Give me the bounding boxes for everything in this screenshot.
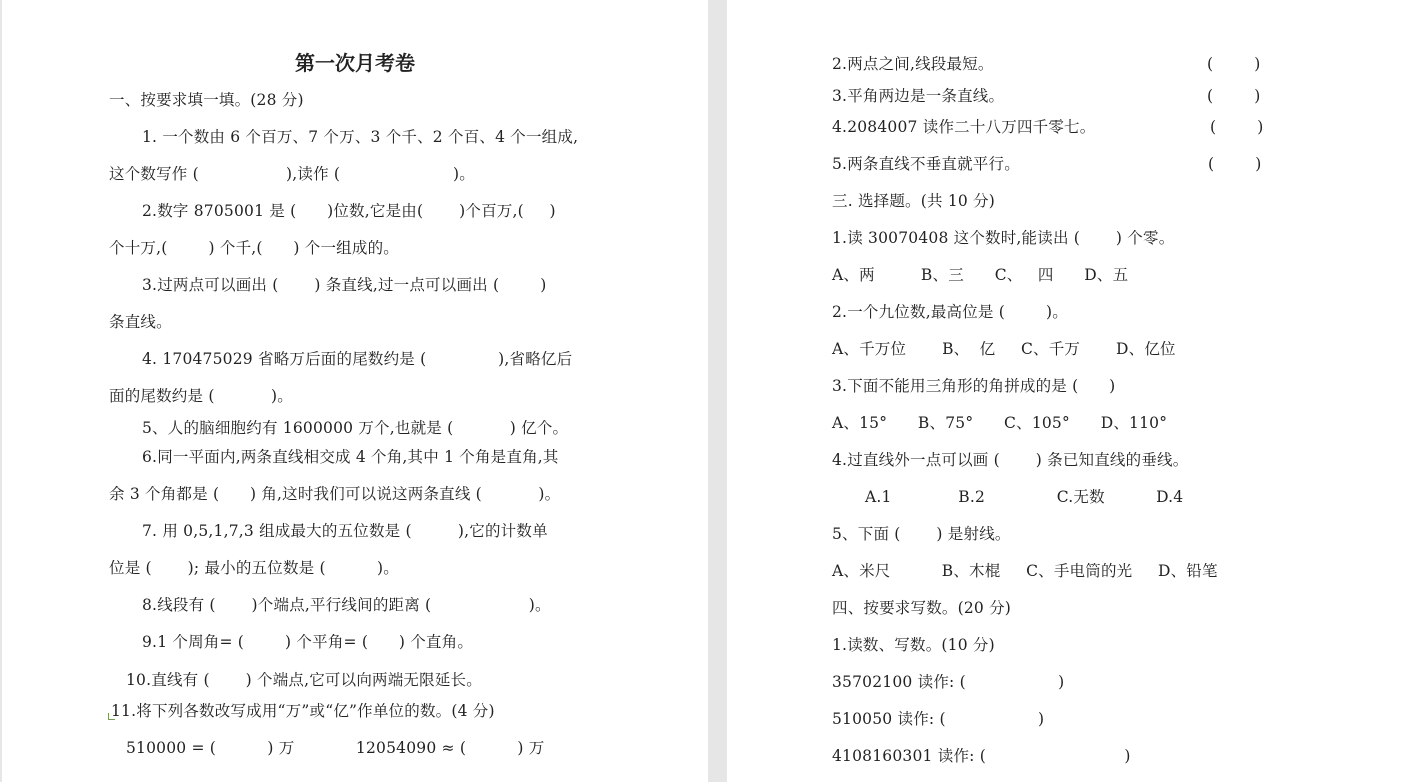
question-line: 个十万,( ) 个千,( ) 个一组成的。 — [109, 239, 399, 257]
question-line: 2.一个九位数,最高位是 ( )。 — [832, 303, 1068, 321]
question-line: 10.直线有 ( ) 个端点,它可以向两端无限延长。 — [126, 671, 482, 689]
question-line: 8.线段有 ( )个端点,平行线间的距离 ( )。 — [142, 596, 551, 614]
question-line: 9.1 个周角= ( ) 个平角= ( ) 个直角。 — [142, 633, 474, 651]
question-line: 3.过两点可以画出 ( ) 条直线,过一点可以画出 ( ) — [142, 276, 547, 294]
question-line: 4. 170475029 省略万后面的尾数约是 ( ),省略亿后 — [142, 350, 573, 368]
question-line: 7. 用 0,5,1,7,3 组成最大的五位数是 ( ),它的计数单 — [142, 522, 548, 540]
answer-blank: ( ) — [1208, 155, 1262, 173]
question-line: 5、下面 ( ) 是射线。 — [832, 525, 1011, 543]
question-line: 面的尾数约是 ( )。 — [109, 387, 293, 405]
question-line: 条直线。 — [109, 313, 172, 331]
question-line: 4.2084007 读作二十八万四千零七。 — [832, 118, 1096, 136]
section-heading: 四、按要求写数。(20 分) — [832, 599, 1012, 617]
question-line: 2.数字 8705001 是 ( )位数,它是由( )个百万,( ) — [142, 202, 556, 220]
question-line: 3.下面不能用三角形的角拼成的是 ( ) — [832, 377, 1116, 395]
question-line: 位是 ( ); 最小的五位数是 ( )。 — [109, 559, 399, 577]
question-line: 6.同一平面内,两条直线相交成 4 个角,其中 1 个角是直角,其 — [142, 448, 559, 466]
choice-options: A、两 B、三 C、 四 D、五 — [832, 266, 1129, 284]
document-page-right — [727, 0, 1407, 782]
question-line: 1. 一个数由 6 个百万、7 个万、3 个千、2 个百、4 个一组成, — [142, 128, 579, 146]
page-gutter — [708, 0, 727, 782]
question-line: 1.读 30070408 这个数时,能读出 ( ) 个零。 — [832, 229, 1175, 247]
answer-blank: ( ) — [1210, 118, 1264, 136]
question-line: 510050 读作: ( ) — [832, 710, 1045, 728]
choice-options: A、米尺 B、木棍 C、手电筒的光 D、铅笔 — [832, 562, 1218, 580]
question-line: 余 3 个角都是 ( ) 角,这时我们可以说这两条直线 ( )。 — [109, 485, 561, 503]
choice-options: A、15° B、75° C、105° D、110° — [832, 414, 1168, 432]
section-heading: 一、按要求填一填。(28 分) — [109, 91, 304, 109]
question-line: 4.过直线外一点可以画 ( ) 条已知直线的垂线。 — [832, 451, 1189, 469]
document-title: 第一次月考卷 — [295, 51, 415, 75]
question-line: 35702100 读作: ( ) — [832, 673, 1065, 691]
question-line: 11.将下列各数改写成用“万”或“亿”作单位的数。(4 分) — [111, 702, 495, 720]
question-line: 3.平角两边是一条直线。 — [832, 87, 1005, 105]
question-line: 2.两点之间,线段最短。 — [832, 55, 994, 73]
question-line: 5.两条直线不垂直就平行。 — [832, 155, 1020, 173]
choice-options: A、千万位 B、 亿 C、千万 D、亿位 — [832, 340, 1176, 358]
document-page-left — [2, 0, 708, 782]
question-line: 4108160301 读作: ( ) — [832, 747, 1131, 765]
question-line: 510000 = ( ) 万 12054090 ≈ ( ) 万 — [126, 739, 545, 757]
section-heading: 三. 选择题。(共 10 分) — [832, 192, 996, 210]
answer-blank: ( ) — [1207, 87, 1261, 105]
answer-blank: ( ) — [1207, 55, 1261, 73]
question-line: 这个数写作 ( ),读作 ( )。 — [109, 165, 475, 183]
question-line: 5、人的脑细胞约有 1600000 万个,也就是 ( ) 亿个。 — [142, 419, 569, 437]
choice-options: A.1 B.2 C.无数 D.4 — [865, 488, 1184, 506]
question-line: 1.读数、写数。(10 分) — [832, 636, 995, 654]
